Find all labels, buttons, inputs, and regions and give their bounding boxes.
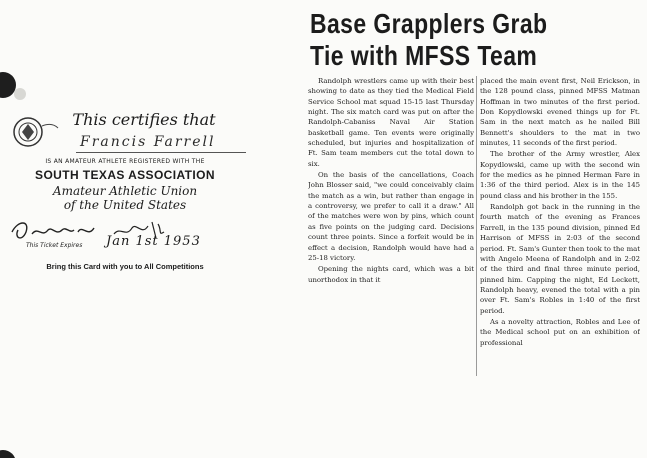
- aau-seal-logo: [8, 112, 60, 152]
- certifies-text: This certifies that: [72, 110, 216, 129]
- binder-hole-bottom: [0, 450, 16, 458]
- newspaper-clipping: [304, 8, 644, 458]
- expires-label: This Ticket Expires: [26, 242, 83, 249]
- name-underline: [76, 152, 246, 153]
- paragraph: Randolph got back in the running in the fourth match of the evening as Frances Farrell, in the 135 pound division, pinned Ed Harrison of MFSS in 2:03 of the second period. Ft. Sam's Gunter then took to the mat with Angelo Meena of Randolph and in 2:02 of the third and final three minute period, pinned him. Capping the night, Ed Leckett, Randolph heavy, evened the total with a pin over Ft. Sam's Robles in 1:40 of the first period.: [480, 203, 640, 315]
- paragraph: As a novelty attraction, Robles and Lee of the Medical school put on an exhibition of professional: [480, 317, 640, 347]
- paragraph: Opening the nights card, which was a bit unorthodox in that it: [308, 265, 474, 284]
- column-divider: [476, 76, 477, 376]
- paragraph: Randolph wrestlers came up with their best showing to date as they tied the Medical Field Service School mat squad 15-15 last Thursday night. The six match card was put on after the Randolph-Cabaniss Naval Air Station basketball game. Ten events were originally scheduled, but injuries and hospitalization of Ft. Sam team members cut the total down to six.: [308, 77, 474, 168]
- article-column-1: [308, 76, 474, 388]
- association-name: SOUTH TEXAS ASSOCIATION: [35, 168, 215, 182]
- registered-text: IS AN AMATEUR ATHLETE REGISTERED WITH THE: [45, 158, 205, 165]
- headline-line-1: Base Grapplers Grab: [310, 8, 548, 39]
- binder-hole-shadow: [14, 88, 26, 100]
- article-column-2: [480, 76, 640, 458]
- article-headline: [310, 8, 638, 72]
- expires-date: Jan 1st 1953: [106, 234, 201, 249]
- paragraph: placed the main event first, Neil Erickson, in the 128 pound class, pinned MFSS Matman Hoffman in two minutes of the first period. Don Kopydlowski evened things up for Ft. Sam in the next match as he nailed Bill Bennett's shoulders to the mat in two minutes, 11 seconds of the first period.: [480, 77, 640, 148]
- paragraph: On the basis of the cancellations, Coach John Blosser said, "we could conceivably claim the match as a win, but rather than engage in a controversy, we prefer to call it a draw." All of the matches were won by pins, which count as five points on the judging card. Decisions count three points. Since a forfeit would be in effect a decision, Randolph would have had a 25-18 victory.: [308, 171, 474, 262]
- aau-title-line2: of the United States: [63, 198, 187, 212]
- bring-card-notice: Bring this Card with you to All Competitions: [46, 262, 204, 271]
- headline-line-2: Tie with MFSS Team: [310, 40, 538, 71]
- aau-title-line1: Amateur Athletic Union: [52, 184, 198, 198]
- member-name: Francis Farrell: [80, 134, 216, 150]
- membership-card: [4, 110, 246, 286]
- paragraph: The brother of the Army wrestler, Alex Kopydlowski, came up with the second win for the medics as he pinned Herman Fare in 1:36 of the third period. Alex is in the 145 pound class and his brother in the 155.: [480, 150, 640, 200]
